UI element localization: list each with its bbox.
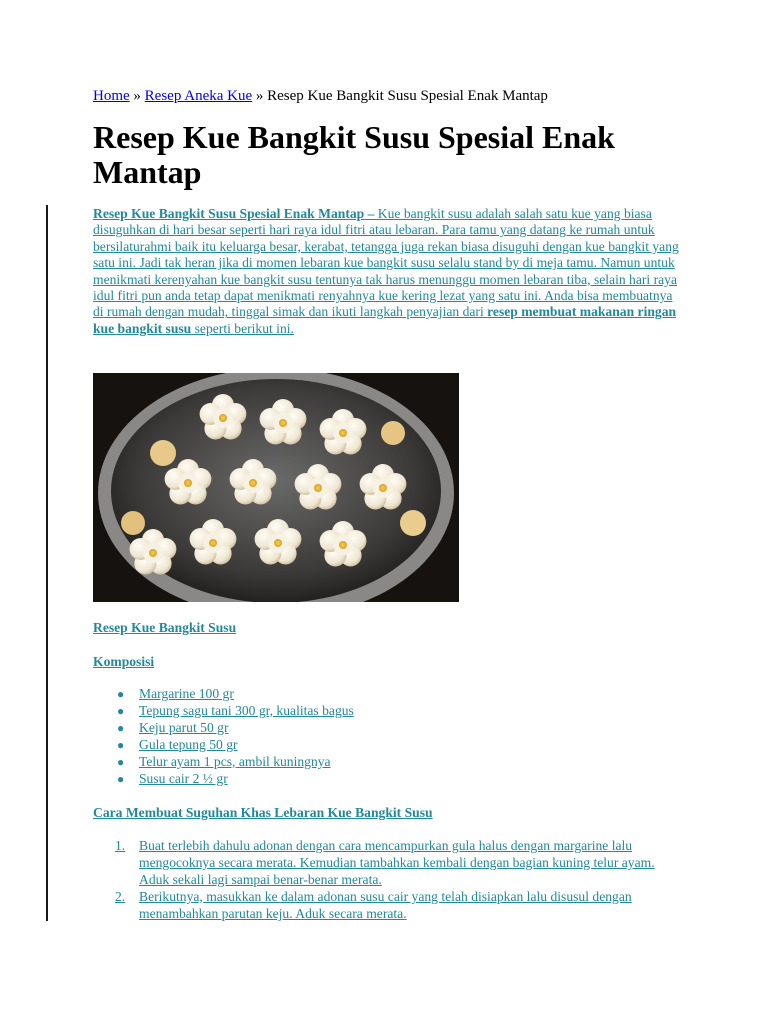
ingredient-item[interactable]: [93, 737, 354, 754]
section-heading-composition[interactable]: Komposisi: [93, 654, 155, 669]
ingredient-text[interactable]: Gula tepung 50 gr: [139, 736, 238, 752]
step-text[interactable]: Berikutnya, masukkan ke dalam adonan susu cair yang telah disiapkan lalu disusul dengan menambahkan parutan keju. Aduk secara merata.: [139, 888, 632, 921]
ingredients-list: [93, 686, 354, 787]
section-heading-method[interactable]: Cara Membuat Suguhan Khas Lebaran Kue Bangkit Susu: [93, 805, 433, 820]
ingredient-item[interactable]: [93, 703, 354, 720]
step-text[interactable]: Buat terlebih dahulu adonan dengan cara mencampurkan gula halus dengan margarine lalu mengocoknya secara merata. Kemudian tambahkan kembali dengan bagian kuning telur ayam. Aduk sekali lagi sampai benar-benar merata.: [139, 838, 655, 887]
ingredient-item[interactable]: [93, 686, 354, 703]
step-item[interactable]: [93, 838, 683, 889]
ingredient-item[interactable]: [93, 720, 354, 737]
ingredient-text[interactable]: Margarine 100 gr: [139, 686, 234, 701]
intro-tail-text[interactable]: seperti berikut ini.: [191, 320, 294, 336]
kue-bangkit-photo: [93, 373, 459, 602]
intro-lead-link[interactable]: Resep Kue Bangkit Susu Spesial Enak Mantap –: [93, 206, 375, 221]
breadcrumb-home-link[interactable]: Home: [93, 88, 130, 104]
bullet-icon: ●: [117, 754, 125, 769]
step-number: 1.: [115, 838, 126, 853]
ingredient-text[interactable]: Telur ayam 1 pcs, ambil kuningnya: [139, 753, 331, 769]
breadcrumb-separator: »: [133, 88, 141, 104]
breadcrumb: [93, 87, 548, 105]
bullet-icon: ●: [117, 720, 125, 735]
bullet-icon: ●: [117, 687, 125, 701]
intro-bold-link[interactable]: resep membuat makanan ringan kue bangkit susu: [93, 304, 677, 336]
ingredient-text[interactable]: Susu cair 2 ½ gr: [139, 770, 228, 786]
breadcrumb-separator: »: [255, 88, 264, 104]
left-margin-rule: [46, 205, 48, 921]
bullet-icon: ●: [117, 737, 125, 752]
intro-paragraph[interactable]: [93, 206, 683, 337]
intro-body-text[interactable]: Kue bangkit susu adalah salah satu kue yang biasa disuguhkan di hari besar seperti hari raya idul fitri atau lebaran. Para tamu yang datang ke rumah untuk bersilaturahmi baik itu keluarga besar, kerabat, tetangga juga rekan biasa disuguhi dengan kue bangkit yang satu ini. Jadi tak heran jika di momen lebaran kue bangkit susu selalu stand by di meja tamu. Namun untuk menikmati kerenyahan kue bangkit susu tentunya tak harus menunggu momen lebaran tiba, selain hari raya idul fitri pun anda tetap dapat menikmati renyahnya kue kering lezat yang satu ini. Anda bisa membuatnya di rumah dengan mudah, tinggal simak dan ikuti langkah penyajian dari: [93, 206, 679, 320]
breadcrumb-category-link[interactable]: Resep Aneka Kue: [144, 88, 253, 104]
bullet-icon: ●: [117, 703, 125, 718]
step-item[interactable]: [93, 889, 683, 923]
ingredient-text[interactable]: Keju parut 50 gr: [139, 719, 229, 735]
ingredient-item[interactable]: [93, 771, 354, 788]
ingredient-item[interactable]: [93, 754, 354, 771]
steps-list: [93, 838, 683, 923]
section-heading-recipe[interactable]: Resep Kue Bangkit Susu: [93, 620, 237, 635]
bullet-icon: ●: [117, 771, 125, 786]
step-number: 2.: [115, 888, 126, 904]
page-title: Resep Kue Bangkit Susu Spesial Enak Mantap: [93, 119, 615, 190]
cookie-bowl-illustration: [93, 373, 459, 602]
breadcrumb-current: Resep Kue Bangkit Susu Spesial Enak Mantap: [267, 88, 548, 104]
ingredient-text[interactable]: Tepung sagu tani 300 gr, kualitas bagus: [139, 702, 354, 718]
